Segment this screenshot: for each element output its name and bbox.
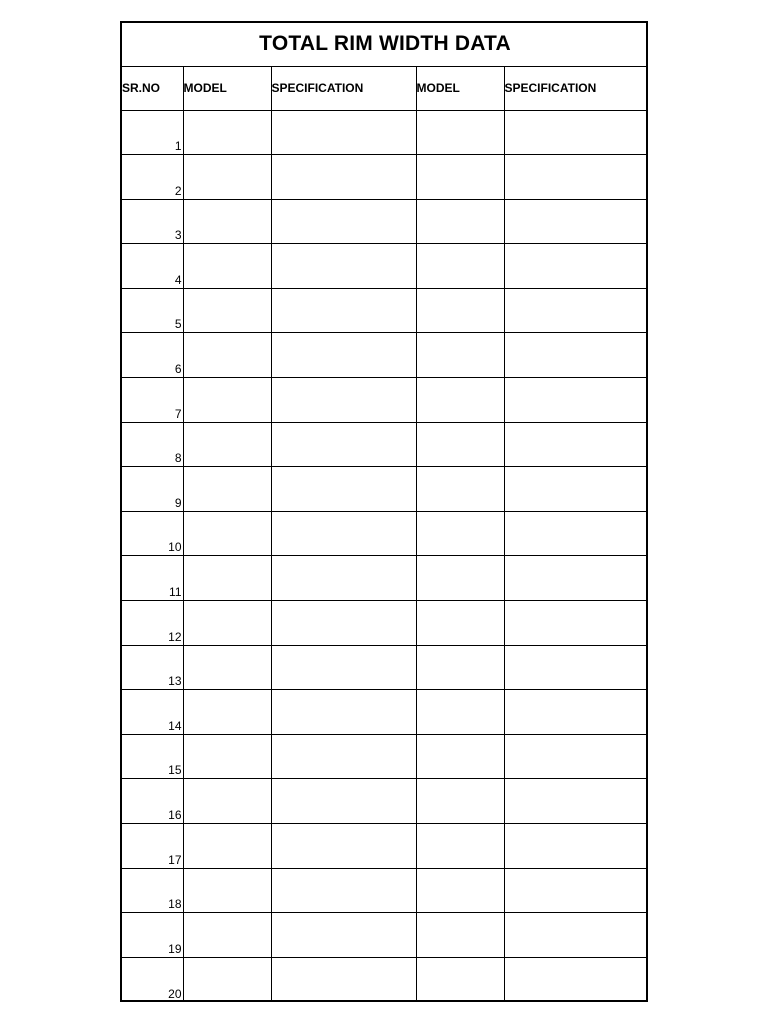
table-row [122,645,648,690]
table-row [122,199,648,244]
model-cell-1[interactable] [183,957,271,1002]
specification-cell-2[interactable] [504,422,648,467]
model-cell-1[interactable] [183,422,271,467]
model-cell-1[interactable] [183,734,271,779]
sr-no-cell: 3 [122,199,183,244]
specification-cell-1[interactable] [271,868,416,913]
sr-no-cell: 2 [122,155,183,200]
model-cell-1[interactable] [183,601,271,646]
table-row [122,244,648,289]
model-cell-1[interactable] [183,913,271,958]
table-row [122,779,648,824]
model-cell-2[interactable] [416,467,504,512]
table-row [122,288,648,333]
specification-cell-2[interactable] [504,110,648,155]
sr-no-cell: 4 [122,244,183,289]
table-row [122,333,648,378]
table-row [122,155,648,200]
model-cell-2[interactable] [416,957,504,1002]
title-row [122,23,648,66]
specification-cell-2[interactable] [504,957,648,1002]
sr-no-cell: 10 [122,511,183,556]
specification-cell-2[interactable] [504,155,648,200]
rim-width-table [122,23,648,1002]
specification-cell-1[interactable] [271,467,416,512]
table-row [122,824,648,869]
table-row [122,110,648,155]
specification-cell-1[interactable] [271,422,416,467]
specification-cell-1[interactable] [271,110,416,155]
model-cell-1[interactable] [183,110,271,155]
model-cell-2[interactable] [416,511,504,556]
specification-cell-2[interactable] [504,511,648,556]
model-cell-1[interactable] [183,467,271,512]
specification-cell-1[interactable] [271,957,416,1002]
specification-cell-2[interactable] [504,601,648,646]
specification-cell-2[interactable] [504,288,648,333]
model-cell-2[interactable] [416,913,504,958]
sr-no-cell: 18 [122,868,183,913]
specification-cell-1[interactable] [271,779,416,824]
sr-no-cell: 7 [122,378,183,423]
header-specification-2: SPECIFICATION [504,66,648,110]
specification-cell-2[interactable] [504,868,648,913]
model-cell-1[interactable] [183,690,271,735]
header-model-2: MODEL [416,66,504,110]
sr-no-cell: 11 [122,556,183,601]
rim-width-sheet [120,21,648,1002]
sr-no-cell: 1 [122,110,183,155]
model-cell-2[interactable] [416,645,504,690]
model-cell-2[interactable] [416,110,504,155]
model-cell-1[interactable] [183,244,271,289]
model-cell-2[interactable] [416,155,504,200]
sr-no-cell: 19 [122,913,183,958]
specification-cell-2[interactable] [504,467,648,512]
specification-cell-2[interactable] [504,556,648,601]
table-row [122,378,648,423]
model-cell-1[interactable] [183,199,271,244]
header-model-1: MODEL [183,66,271,110]
specification-cell-2[interactable] [504,378,648,423]
model-cell-1[interactable] [183,779,271,824]
model-cell-2[interactable] [416,422,504,467]
model-cell-2[interactable] [416,601,504,646]
specification-cell-2[interactable] [504,690,648,735]
model-cell-2[interactable] [416,690,504,735]
model-cell-2[interactable] [416,199,504,244]
specification-cell-2[interactable] [504,779,648,824]
sheet-title: TOTAL RIM WIDTH DATA [122,23,648,66]
header-row [122,66,648,110]
model-cell-1[interactable] [183,333,271,378]
sr-no-cell: 16 [122,779,183,824]
specification-cell-2[interactable] [504,333,648,378]
specification-cell-1[interactable] [271,734,416,779]
header-specification-1: SPECIFICATION [271,66,416,110]
model-cell-2[interactable] [416,244,504,289]
table-row [122,601,648,646]
specification-cell-1[interactable] [271,913,416,958]
specification-cell-1[interactable] [271,155,416,200]
model-cell-2[interactable] [416,779,504,824]
sr-no-cell: 6 [122,333,183,378]
table-row [122,913,648,958]
sr-no-cell: 20 [122,957,183,1002]
sr-no-cell: 13 [122,645,183,690]
specification-cell-1[interactable] [271,556,416,601]
model-cell-2[interactable] [416,824,504,869]
table-row [122,422,648,467]
specification-cell-1[interactable] [271,333,416,378]
header-sr-no: SR.NO [122,66,183,110]
model-cell-1[interactable] [183,511,271,556]
sr-no-cell: 8 [122,422,183,467]
specification-cell-1[interactable] [271,288,416,333]
model-cell-2[interactable] [416,556,504,601]
model-cell-2[interactable] [416,378,504,423]
table-row [122,690,648,735]
sr-no-cell: 17 [122,824,183,869]
model-cell-1[interactable] [183,378,271,423]
table-row [122,734,648,779]
sr-no-cell: 12 [122,601,183,646]
table-row [122,511,648,556]
model-cell-2[interactable] [416,734,504,779]
specification-cell-2[interactable] [504,913,648,958]
sr-no-cell: 15 [122,734,183,779]
sr-no-cell: 14 [122,690,183,735]
specification-cell-1[interactable] [271,690,416,735]
sr-no-cell: 9 [122,467,183,512]
specification-cell-2[interactable] [504,645,648,690]
specification-cell-2[interactable] [504,824,648,869]
model-cell-1[interactable] [183,824,271,869]
sr-no-cell: 5 [122,288,183,333]
specification-cell-1[interactable] [271,511,416,556]
model-cell-1[interactable] [183,645,271,690]
specification-cell-1[interactable] [271,244,416,289]
model-cell-2[interactable] [416,333,504,378]
specification-cell-1[interactable] [271,378,416,423]
table-row [122,957,648,1002]
specification-cell-2[interactable] [504,199,648,244]
model-cell-1[interactable] [183,155,271,200]
specification-cell-1[interactable] [271,601,416,646]
specification-cell-1[interactable] [271,824,416,869]
table-row [122,467,648,512]
model-cell-2[interactable] [416,868,504,913]
model-cell-1[interactable] [183,556,271,601]
model-cell-1[interactable] [183,868,271,913]
specification-cell-2[interactable] [504,734,648,779]
table-row [122,556,648,601]
model-cell-2[interactable] [416,288,504,333]
specification-cell-1[interactable] [271,199,416,244]
model-cell-1[interactable] [183,288,271,333]
table-row [122,868,648,913]
specification-cell-1[interactable] [271,645,416,690]
specification-cell-2[interactable] [504,244,648,289]
